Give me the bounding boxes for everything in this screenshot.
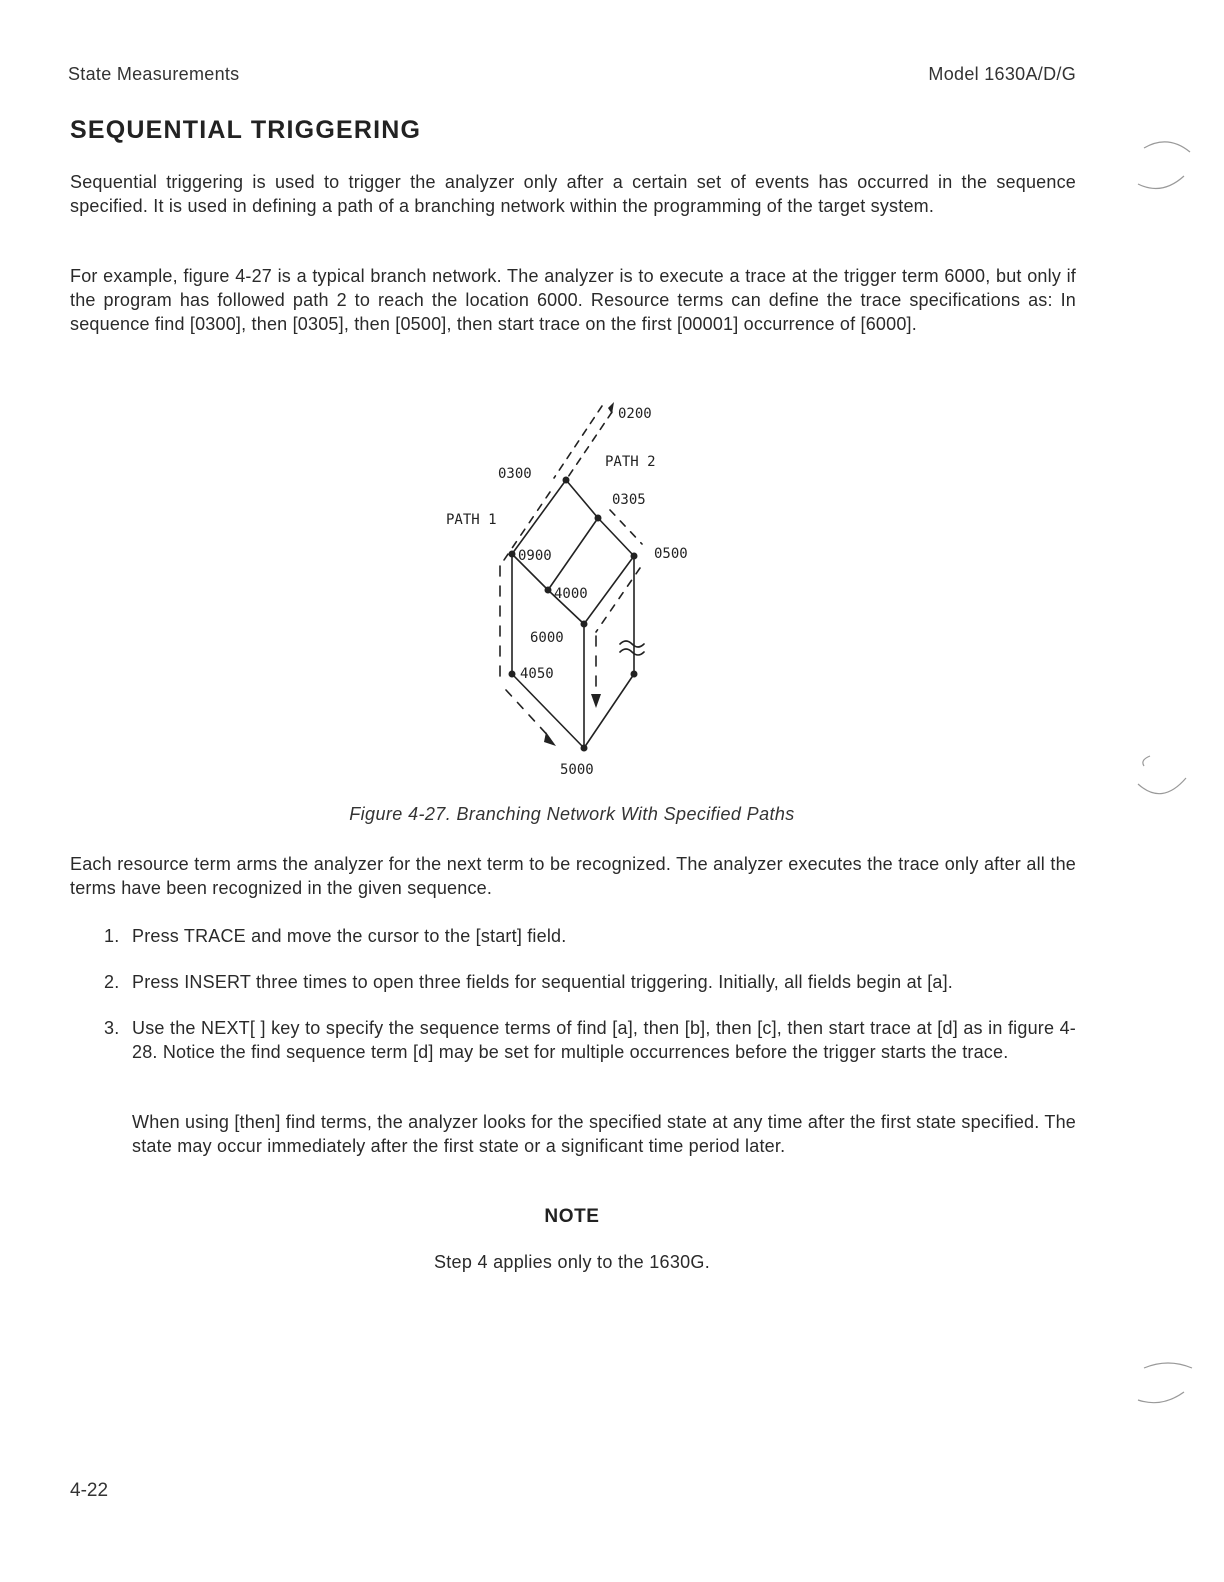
section-title: SEQUENTIAL TRIGGERING xyxy=(70,116,422,144)
step-number: 1. xyxy=(104,926,120,946)
path-label-2: PATH 2 xyxy=(605,454,656,470)
binder-hole-mark-icon xyxy=(1130,130,1200,200)
binder-hole-mark-icon xyxy=(1130,1356,1200,1426)
node-label-0305: 0305 xyxy=(612,492,646,508)
page-number: 4-22 xyxy=(70,1480,109,1501)
node-label-0900: 0900 xyxy=(518,548,552,564)
intro-paragraph: Sequential triggering is used to trigger the analyzer only after a certain set of events has occurred in the sequence specified. It is used in defining a path of a branching network within the programming of the target system. xyxy=(70,172,1076,216)
running-header-section: State Measurements xyxy=(68,64,240,84)
step-text: Press INSERT three times to open three fields for sequential triggering. Initially, all fields begin at [a]. xyxy=(132,972,954,992)
note-heading: NOTE xyxy=(544,1206,600,1227)
note-text: Step 4 applies only to the 1630G. xyxy=(433,1252,711,1272)
path2-arrowhead-icon xyxy=(608,402,614,414)
step-text: Use the NEXT[ ] key to specify the sequence terms of find [a], then [b], then [c], then start trace at [d] as in figure 4-28. Notice the find sequence term [d] may be set for multiple occurrences before the trigger starts the trace. xyxy=(132,1018,1076,1062)
list-item xyxy=(104,924,1076,948)
node-label-0500: 0500 xyxy=(654,546,688,562)
node-label-0300: 0300 xyxy=(498,466,532,482)
node-label-4000: 4000 xyxy=(554,586,588,602)
step-number: 3. xyxy=(104,1018,120,1038)
node-label-0200: 0200 xyxy=(618,406,652,422)
node-label-5000: 5000 xyxy=(560,762,594,778)
path2-down-arrow-icon xyxy=(591,694,601,708)
example-paragraph: For example, figure 4-27 is a typical branch network. The analyzer is to execute a trace at the trigger term 6000, but only if the program has followed path 2 to reach the location 6000. Resource terms can define the trace specifications as: In sequence find [0300], then [0305], then [0500], then start trace on the first [00001] occurrence of [6000]. xyxy=(70,266,1076,334)
path-label-1: PATH 1 xyxy=(446,512,497,528)
list-item xyxy=(104,970,1076,994)
figure-caption: Figure 4-27. Branching Network With Specified Paths xyxy=(349,804,795,824)
running-header-model: Model 1630A/D/G xyxy=(928,64,1076,84)
branching-network-figure xyxy=(420,392,720,782)
node-label-6000: 6000 xyxy=(530,630,564,646)
arms-paragraph: Each resource term arms the analyzer for the next term to be recognized. The analyzer executes the trace only after all the terms have been recognized in the given sequence. xyxy=(70,854,1076,898)
binder-hole-mark-icon xyxy=(1130,746,1200,816)
path1-down-arrow-icon xyxy=(544,732,556,746)
step-text: Press TRACE and move the cursor to the [start] field. xyxy=(132,926,567,946)
step-number: 2. xyxy=(104,972,120,992)
then-find-paragraph: When using [then] find terms, the analyzer looks for the specified state at any time after the first state specified. The state may occur immediately after the first state or a significant time period later. xyxy=(132,1112,1076,1156)
list-item xyxy=(104,1016,1076,1064)
node-label-4050: 4050 xyxy=(520,666,554,682)
